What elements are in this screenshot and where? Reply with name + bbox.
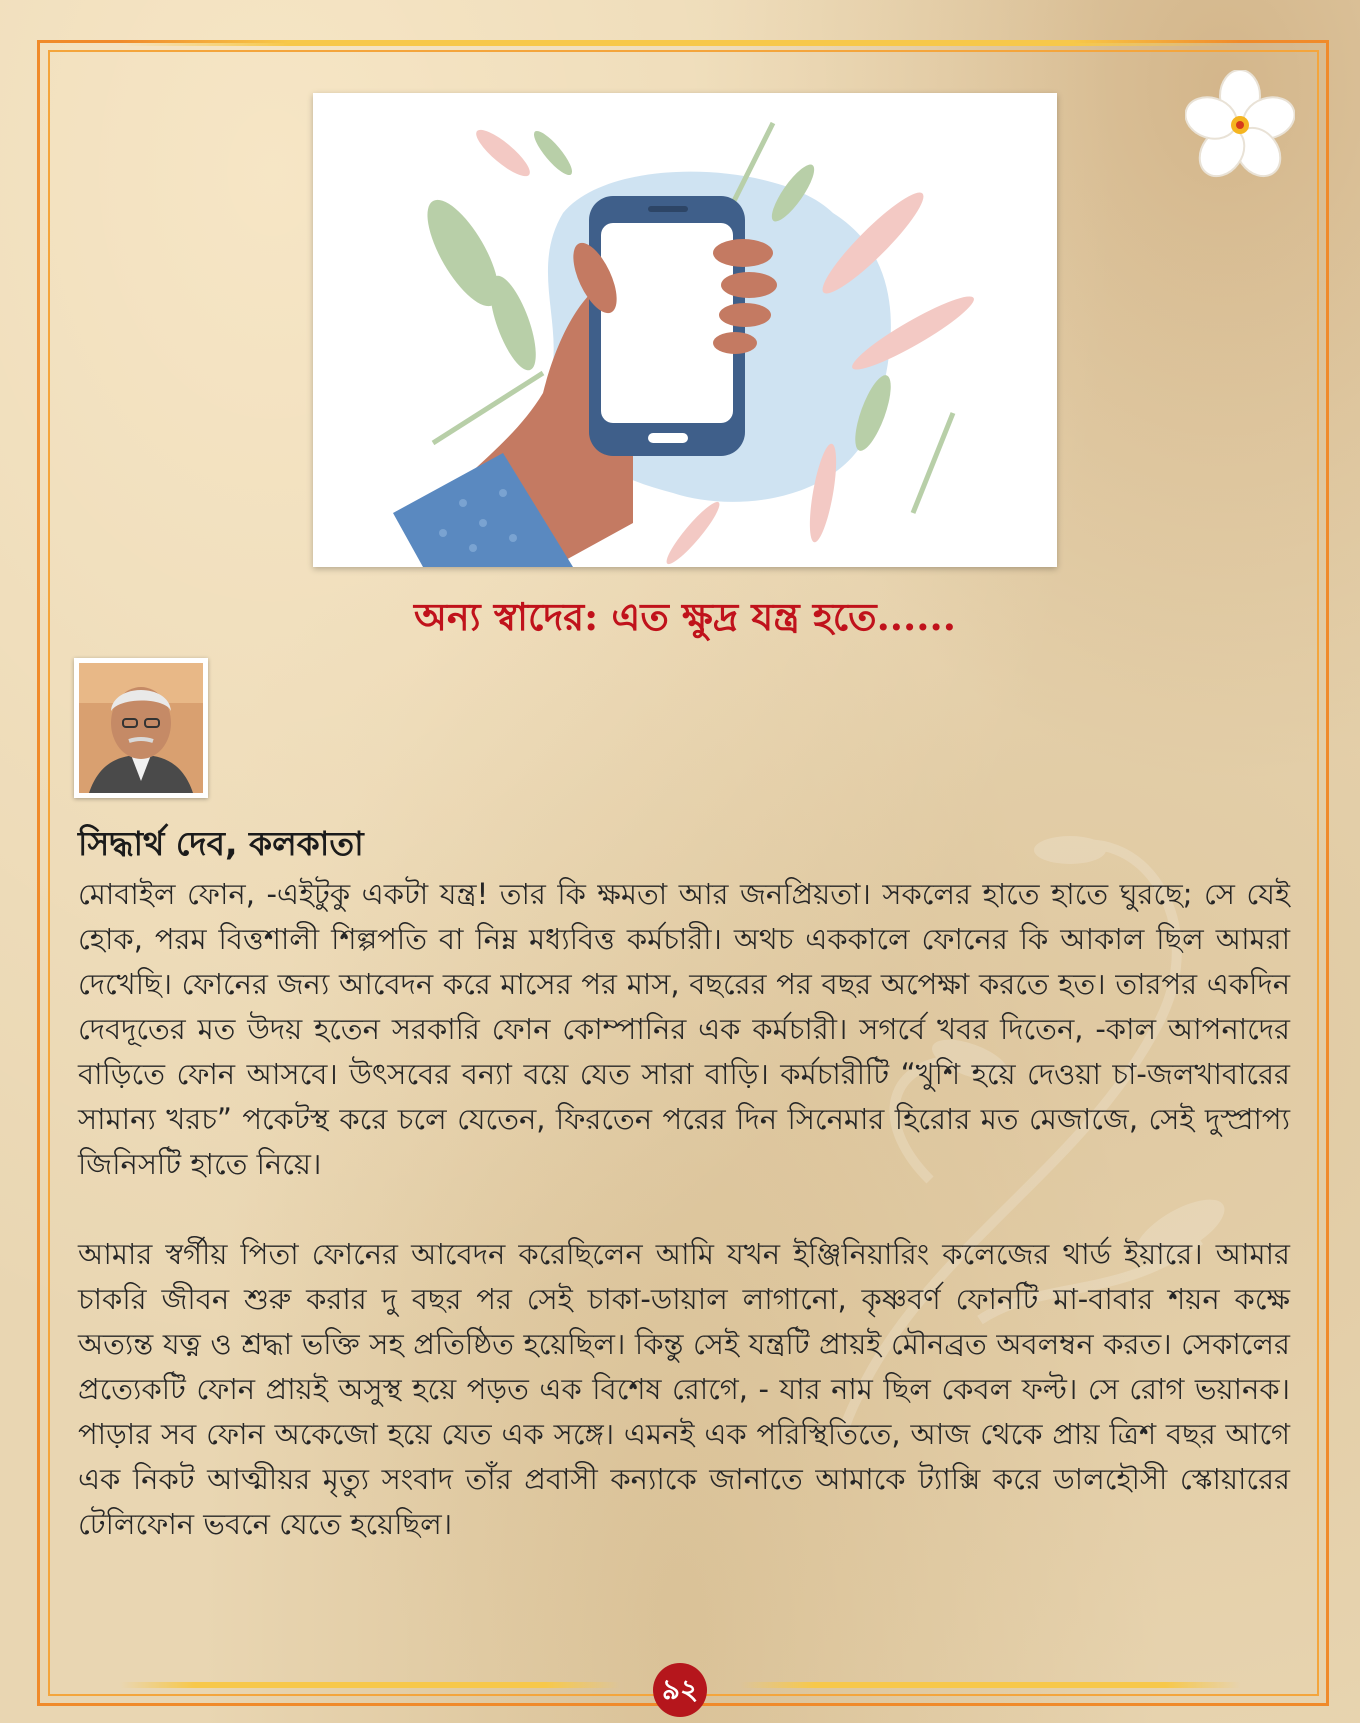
author-portrait (79, 663, 203, 793)
author-photo (74, 658, 208, 798)
bottom-gold-rule-right (740, 1682, 1240, 1688)
author-name: সিদ্ধার্থ দেব, কলকাতা (78, 824, 364, 863)
hero-illustration (313, 93, 1057, 567)
white-flower-icon (1185, 70, 1295, 180)
article-body (78, 872, 1290, 1592)
bottom-gold-rule-left (120, 1682, 620, 1688)
article-title: অন্য স্বাদের: এত ক্ষুদ্র যন্ত্র হতে...... (414, 594, 956, 639)
top-gold-rule (120, 40, 1240, 46)
paragraph-2: আমার স্বর্গীয় পিতা ফোনের আবেদন করেছিলেন আমি যখন ইঞ্জিনিয়ারিং কলেজের থার্ড ইয়ারে। আমার চাকরি জীবন শুরু করার দু বছর পর সেই চাকা-ডায়াল লাগানো, কৃষ্ণবর্ণ ফোনটি মা-বাবার শয়ন কক্ষে অত্যন্ত যত্ন ও শ্রদ্ধা ভক্তি সহ প্রতিষ্ঠিত হয়েছিল। কিন্তু সেই যন্ত্রটি প্রায়ই মৌনব্রত অবলম্বন করত। সেকালের প্রত্যেকটি ফোন প্রায়ই অসুস্থ হয়ে পড়ত এক বিশেষ রোগে, - যার নাম ছিল কেবল ফল্ট। সে রোগ ভয়ানক। পাড়ার সব ফোন অকেজো হয়ে যেত এক সঙ্গে। এমনই এক পরিস্থিতিতে, আজ থেকে প্রায় ত্রিশ বছর আগে এক নিকট আত্মীয়র মৃত্যু সংবাদ তাঁর প্রবাসী কন্যাকে জানাতে আমাকে ট্যাক্সি করে ডালহৌসী স্কোয়ারের টেলিফোন ভবনে যেতে হয়েছিল। (78, 1237, 1290, 1541)
hand-holding-phone-illustration (313, 93, 1057, 567)
page-number-badge: ৯২ (653, 1663, 707, 1717)
paragraph-1: মোবাইল ফোন, -এইটুকু একটা যন্ত্র! তার কি ক্ষমতা আর জনপ্রিয়তা। সকলের হাতে হাতে ঘুরছে; সে যেই হোক, পরম বিত্তশালী শিল্পপতি বা নিম্ন মধ্যবিত্ত কর্মচারী। অথচ এককালে ফোনের কি আকাল ছিল আমরা দেখেছি। ফোনের জন্য আবেদন করে মাসের পর মাস, বছরের পর বছর অপেক্ষা করতে হত। তারপর একদিন দেবদূতের মত উদয় হতেন সরকারি ফোন কোম্পানির এক কর্মচারী। সগর্বে খবর দিতেন, -কাল আপনাদের বাড়িতে ফোন আসবে। উৎসবের বন্যা বয়ে যেত সারা বাড়ি। কর্মচারীটি “খুশি হয়ে দেওয়া চা-জলখাবারের সামান্য খরচ” পকেটস্থ করে চলে যেতেন, ফিরতেন পরের দিন সিনেমার হিরোর মত মেজাজে, সেই দুস্প্রাপ্য জিনিসটি হাতে নিয়ে। (78, 877, 1290, 1181)
